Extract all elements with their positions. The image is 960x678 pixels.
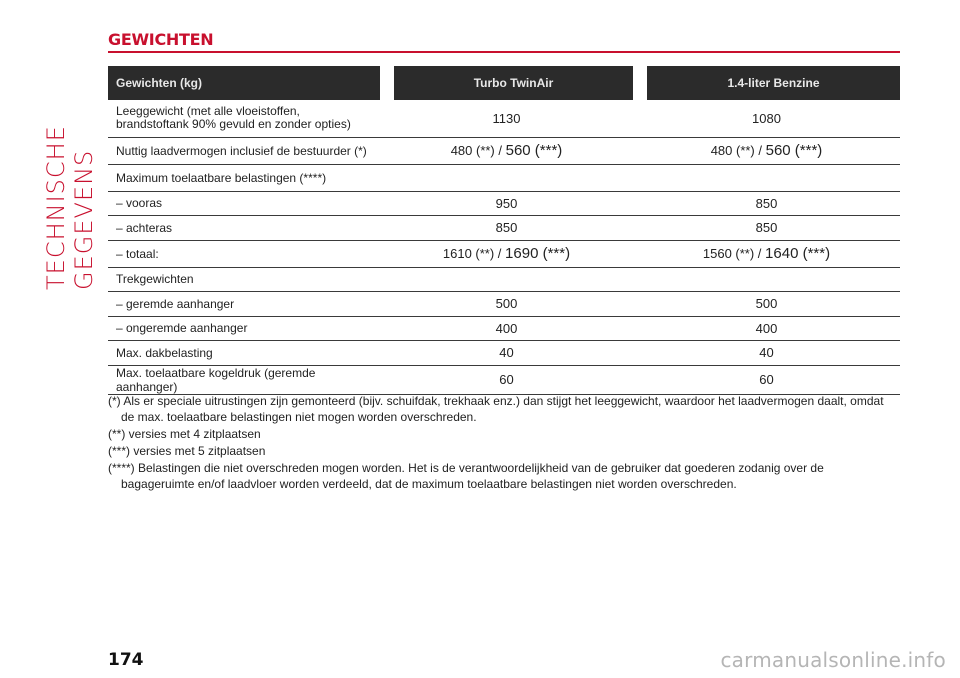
row-label: Nuttig laadvermogen inclusief de bestuurder (*)	[108, 137, 380, 164]
column-header-turbo-twinair: Turbo TwinAir	[394, 66, 633, 100]
table-row	[108, 292, 900, 317]
table-row	[108, 365, 900, 394]
row-label: Trekgewichten	[108, 267, 380, 292]
footnotes	[108, 393, 900, 493]
table-row	[108, 316, 900, 341]
column-header-14-benzine: 1.4-liter Benzine	[647, 66, 900, 100]
table-row	[108, 341, 900, 366]
table-row	[108, 191, 900, 216]
table-row	[108, 216, 900, 241]
row-label: Maximum toelaatbare belastingen (****)	[108, 164, 380, 191]
value-turbo-twinair: 480 (**) / 560 (***)	[380, 137, 633, 164]
value-14-benzine: 850	[633, 216, 900, 241]
table-row	[108, 164, 900, 191]
value-turbo-twinair	[380, 164, 633, 191]
column-header-weights: Gewichten (kg)	[108, 66, 380, 100]
value-14-benzine: 500	[633, 292, 900, 317]
value-turbo-twinair: 1130	[380, 100, 633, 137]
value-14-benzine: 60	[633, 365, 900, 394]
footnote: (**) versies met 4 zitplaatsen	[108, 427, 261, 441]
value-turbo-twinair: 400	[380, 316, 633, 341]
value-14-benzine: 400	[633, 316, 900, 341]
footnote: (*) Als er speciale uitrustingen zijn gemonteerd (bijv. schuifdak, trekhaak enz.) dan stijgt het leeggewicht, waardoor het laadvermogen daalt, omdat de max. toelaatbare belastingen niet mogen worden overschreden.	[108, 394, 884, 424]
row-label: – vooras	[108, 191, 380, 216]
value-14-benzine: 480 (**) / 560 (***)	[633, 137, 900, 164]
value-14-benzine: 1560 (**) / 1640 (***)	[633, 240, 900, 267]
table-row	[108, 137, 900, 164]
row-label: – ongeremde aanhanger	[108, 316, 380, 341]
value-turbo-twinair	[380, 267, 633, 292]
title-divider	[108, 51, 900, 53]
table-row	[108, 240, 900, 267]
value-turbo-twinair: 500	[380, 292, 633, 317]
table-row	[108, 100, 900, 137]
footnote: (****) Belastingen die niet overschreden mogen worden. Het is de verantwoordelijkheid van de gebruiker dat goederen zodanig over de bagageruimte en/of laadvloer worden verdeeld, dat de maximum toelaatbare belastingen niet worden overschreden.	[108, 461, 824, 491]
value-14-benzine	[633, 164, 900, 191]
value-14-benzine: 40	[633, 341, 900, 366]
value-turbo-twinair: 850	[380, 216, 633, 241]
row-label: Max. toelaatbare kogeldruk (geremde aanhanger)	[108, 365, 380, 394]
row-label: Max. dakbelasting	[108, 341, 380, 366]
value-14-benzine: 850	[633, 191, 900, 216]
page-title: GEWICHTEN	[108, 30, 214, 49]
table-row	[108, 267, 900, 292]
value-turbo-twinair: 950	[380, 191, 633, 216]
row-label: Leeggewicht (met alle vloeistoffen, brandstoftank 90% gevuld en zonder opties)	[108, 100, 380, 137]
row-label: – totaal:	[108, 240, 380, 267]
row-label: – achteras	[108, 216, 380, 241]
value-turbo-twinair: 60	[380, 365, 633, 394]
value-turbo-twinair: 1610 (**) / 1690 (***)	[380, 240, 633, 267]
row-label: – geremde aanhanger	[108, 292, 380, 317]
section-header	[108, 30, 900, 53]
value-turbo-twinair: 40	[380, 341, 633, 366]
value-14-benzine	[633, 267, 900, 292]
sidebar-section-label: TECHNISCHE GEGEVENS	[42, 125, 98, 290]
watermark: carmanualsonline.info	[720, 648, 946, 672]
value-14-benzine: 1080	[633, 100, 900, 137]
footnote: (***) versies met 5 zitplaatsen	[108, 444, 266, 458]
table-header-row	[108, 66, 900, 100]
weights-table	[108, 66, 900, 395]
page-number: 174	[108, 650, 144, 670]
